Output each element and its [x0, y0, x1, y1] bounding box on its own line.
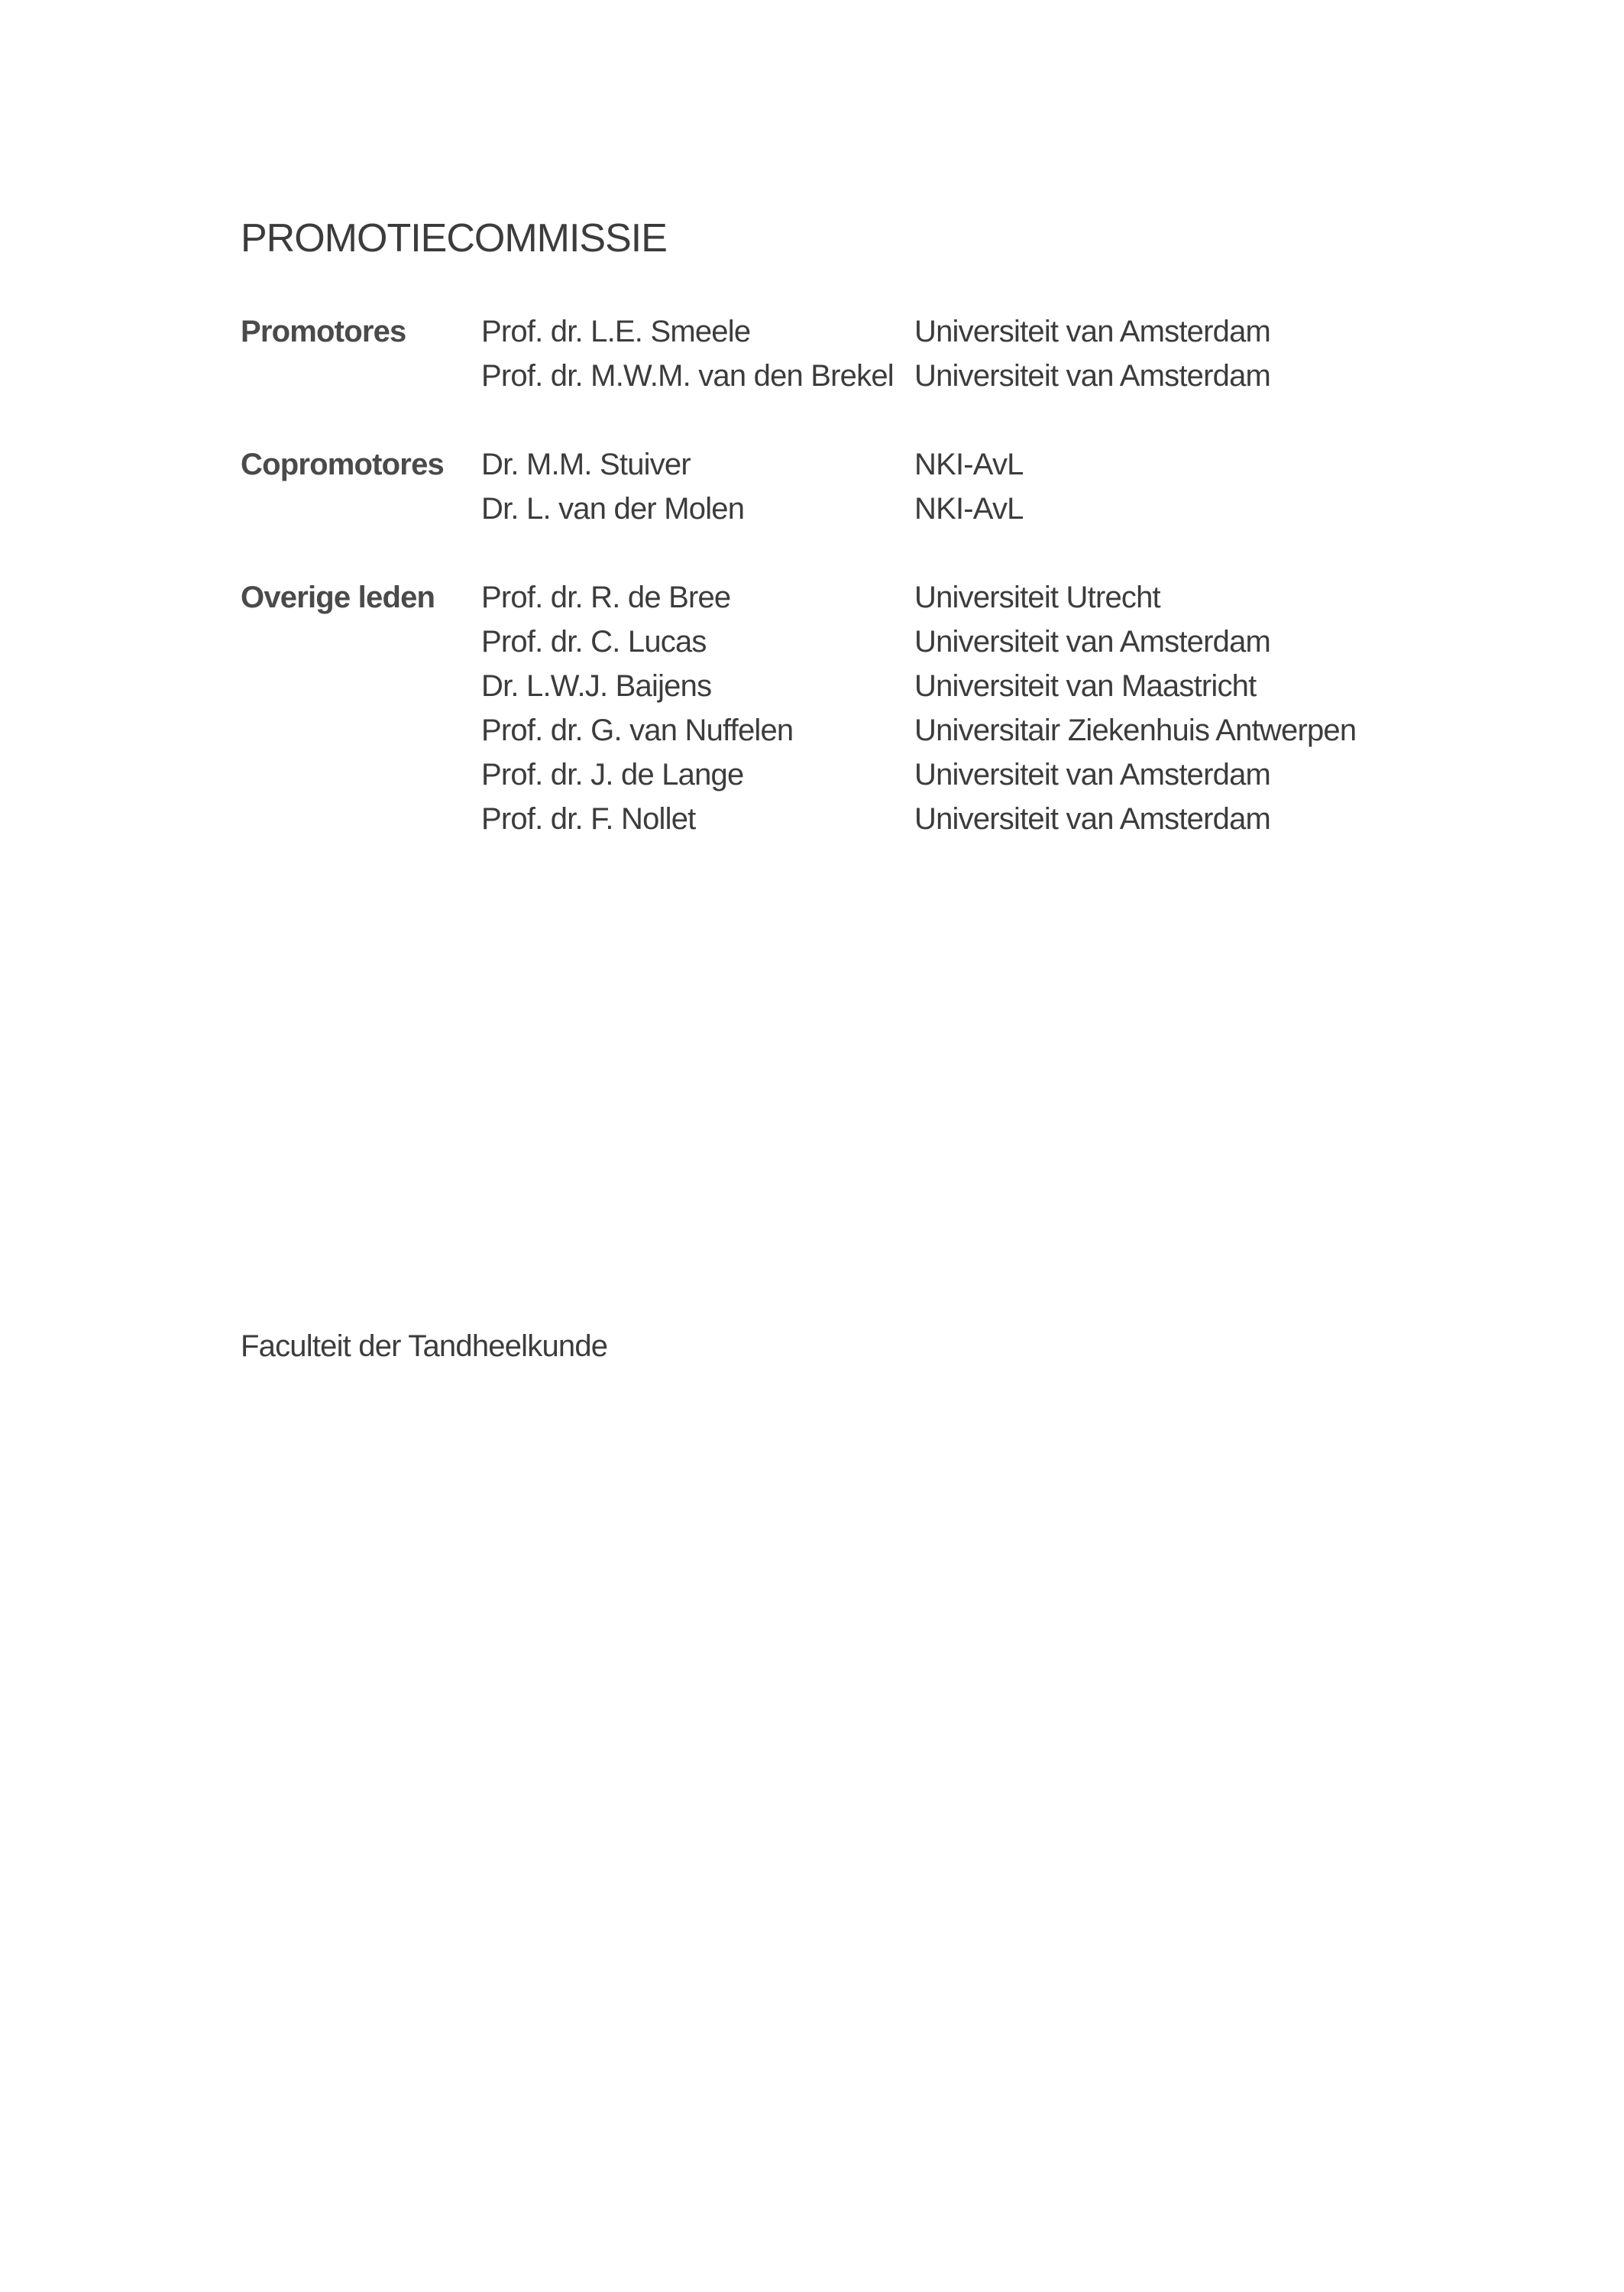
member-name: Dr. L.W.J. Baijens [481, 668, 712, 703]
committee-row [241, 753, 1539, 797]
member-institution: Universiteit van Amsterdam [914, 358, 1271, 393]
group-promotores [241, 309, 1539, 398]
role-label: Copromotores [241, 447, 444, 481]
group-copromotores [241, 442, 1539, 531]
member-name: Prof. dr. R. de Bree [481, 580, 731, 614]
committee-row [241, 620, 1539, 664]
committee-row [241, 354, 1539, 398]
committee-row [241, 309, 1539, 354]
member-name: Dr. M.M. Stuiver [481, 447, 691, 481]
member-institution: NKI-AvL [914, 491, 1024, 526]
member-name: Prof. dr. C. Lucas [481, 624, 707, 659]
role-label: Promotores [241, 314, 406, 348]
committee-row [241, 442, 1539, 487]
group-overige-leden [241, 575, 1539, 841]
member-institution: Universiteit van Amsterdam [914, 314, 1271, 348]
member-name: Prof. dr. M.W.M. van den Brekel [481, 358, 894, 393]
member-name: Prof. dr. L.E. Smeele [481, 314, 751, 348]
member-name: Prof. dr. G. van Nuffelen [481, 713, 794, 747]
member-institution: Universiteit van Amsterdam [914, 801, 1271, 836]
committee-row [241, 708, 1539, 753]
faculty-name: Faculteit der Tandheelkunde [241, 1329, 608, 1363]
page-title: PROMOTIECOMMISSIE [241, 216, 667, 261]
member-name: Dr. L. van der Molen [481, 491, 745, 526]
member-institution: Universiteit van Maastricht [914, 668, 1257, 703]
committee-table [241, 309, 1539, 885]
committee-row [241, 797, 1539, 841]
committee-row [241, 575, 1539, 620]
member-institution: Universiteit van Amsterdam [914, 624, 1271, 659]
member-institution: Universiteit van Amsterdam [914, 757, 1271, 792]
member-institution: Universitair Ziekenhuis Antwerpen [914, 713, 1357, 747]
member-name: Prof. dr. J. de Lange [481, 757, 744, 792]
member-institution: NKI-AvL [914, 447, 1024, 481]
member-name: Prof. dr. F. Nollet [481, 801, 696, 836]
committee-row [241, 664, 1539, 708]
committee-row [241, 487, 1539, 531]
member-institution: Universiteit Utrecht [914, 580, 1160, 614]
role-label: Overige leden [241, 580, 435, 614]
